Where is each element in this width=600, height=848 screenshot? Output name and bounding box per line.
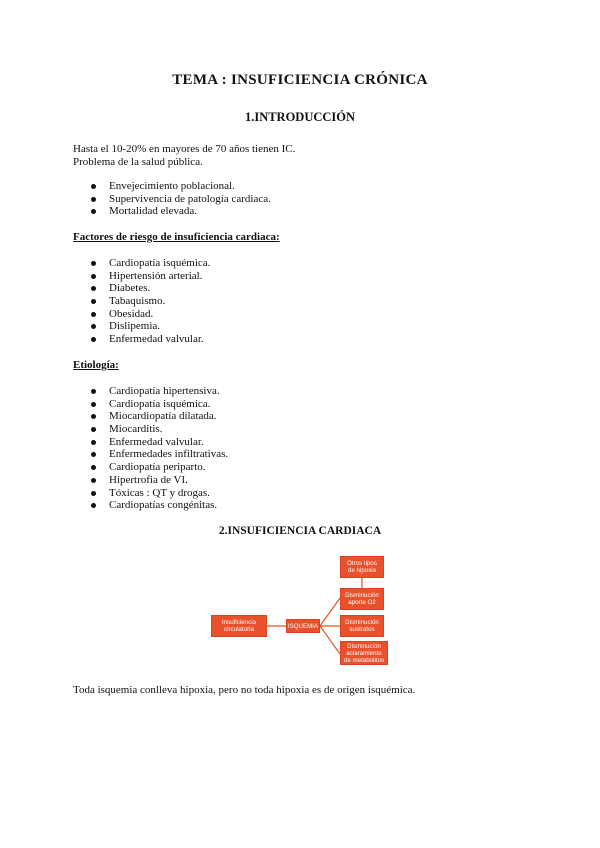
box-disminucion-aporte-o2: Disminución aporte O2: [340, 588, 384, 610]
list-item: Cardiopatía isquémica.: [73, 398, 228, 411]
box-otros-tipos-hipoxia: Otros tipos de hipoxia: [340, 556, 384, 578]
closing-paragraph: Toda isquemia conlleva hipoxia, pero no toda hipoxia es de origen isquémica.: [73, 684, 416, 696]
intro-line-1: Hasta el 10-20% en mayores de 70 años tienen IC.: [73, 143, 296, 155]
risk-factors-list: [73, 257, 210, 346]
list-item: Enfermedad valvular.: [73, 333, 210, 346]
list-item: Enfermedades infiltrativas.: [73, 448, 228, 461]
intro-line-2: Problema de la salud pública.: [73, 156, 203, 168]
list-item: Obesidad.: [73, 308, 210, 321]
list-item: Hipertrofia de VI.: [73, 474, 228, 487]
risk-factors-heading: Factores de riesgo de insuficiencia cardiaca:: [73, 231, 280, 243]
list-item: Diabetes.: [73, 282, 210, 295]
box-disminucion-aclaramiento-metabolitos: Disminución aclaramiento de metabolitos: [340, 641, 388, 665]
list-item: Hipertensión arterial.: [73, 270, 210, 283]
connector-to-branch-1: [320, 598, 340, 626]
list-item: Supervivencia de patología cardiaca.: [73, 193, 271, 206]
list-item: Dislipemia.: [73, 320, 210, 333]
box-isquemia: ISQUEMIA: [286, 619, 320, 633]
list-item: Miocarditis.: [73, 423, 228, 436]
list-item: Cardiopatía periparto.: [73, 461, 228, 474]
intro-bullet-list: [73, 180, 271, 218]
connector-to-branch-3: [320, 626, 340, 654]
list-item: Cardiopatía isquémica.: [73, 257, 210, 270]
box-disminucion-sustratos: Disminución sustratos: [340, 615, 384, 637]
list-item: Enfermedad valvular.: [73, 436, 228, 449]
list-item: Mortalidad elevada.: [73, 205, 271, 218]
list-item: Tóxicas : QT y drogas.: [73, 487, 228, 500]
section-heading-introduccion: 1.INTRODUCCIÓN: [244, 110, 356, 124]
list-item: Cardiopatía hipertensiva.: [73, 385, 228, 398]
document-title: TEMA : INSUFICIENCIA CRÓNICA: [172, 72, 428, 88]
list-item: Cardiopatías congénitas.: [73, 499, 228, 512]
list-item: Envejecimiento poblacional.: [73, 180, 271, 193]
etiology-heading: Etiología:: [73, 359, 119, 371]
list-item: Miocardiopatía dilatada.: [73, 410, 228, 423]
section-heading-insuficiencia-cardiaca: 2.INSUFICIENCIA CARDIACA: [218, 525, 382, 537]
ischemia-diagram: [210, 553, 400, 668]
etiology-list: [73, 385, 228, 512]
box-insuficiencia-circulatoria: Insuficiencia circulatoria: [211, 615, 267, 637]
list-item: Tabaquismo.: [73, 295, 210, 308]
